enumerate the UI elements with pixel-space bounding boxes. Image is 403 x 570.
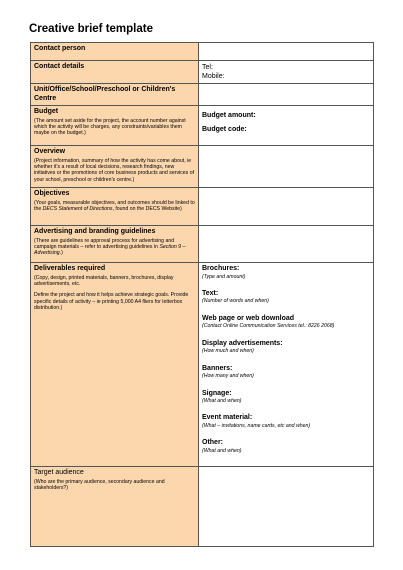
deliverable-label: Display advertisements: (202, 339, 283, 347)
objectives-label-cell (31, 188, 199, 226)
row-contact-person (31, 43, 374, 61)
advertising-note (34, 238, 195, 257)
budget-label-cell (31, 106, 199, 146)
deliverable-label: Brochures: (202, 265, 240, 272)
deliverable-item-display-ads (202, 340, 370, 355)
row-unit (31, 84, 374, 106)
contact-details-label: Contact details (34, 63, 85, 70)
advertising-value-cell[interactable] (199, 226, 374, 263)
row-advertising (31, 226, 374, 263)
target-audience-label-cell (31, 467, 199, 547)
objectives-note-text-a: (Your goals, measurable objectives, and outcomes should be linked to the (34, 199, 195, 212)
unit-value-cell[interactable] (199, 84, 374, 106)
budget-value-cell[interactable] (199, 106, 374, 146)
objectives-label: Objectives (34, 190, 70, 197)
deliverable-note: (Number of words and when) (202, 298, 269, 305)
deliverables-label: Deliverables required (34, 265, 106, 272)
deliverables-label-cell (31, 263, 199, 467)
deliverable-label: Signage: (202, 389, 232, 397)
target-audience-value-cell[interactable] (199, 467, 374, 547)
deliverables-note-2: Define the project and how it helps achieve strategic goals. Provide specific details of activity – ie printing 5,000 A4 fliers for letterbox distribution.) (34, 292, 189, 312)
budget-code-label: Budget code: (202, 125, 247, 133)
creative-brief-table (30, 42, 374, 547)
contact-person-label-cell (31, 43, 199, 61)
page-title: Creative brief template (29, 23, 153, 35)
unit-label: Unit/Office/School/Preschool or Children's Centre (34, 86, 176, 102)
advertising-note-text-b: .) (59, 250, 63, 257)
target-audience-note: (Who are the primary audience, secondary audience and stakeholders?) (34, 478, 165, 492)
deliverable-note: (Type and amount) (202, 273, 246, 280)
mobile-label: Mobile: (202, 73, 225, 80)
objectives-note-text-b: , found on the DECS Website) (112, 205, 182, 212)
advertising-label-cell (31, 226, 199, 263)
contact-person-value-cell[interactable] (199, 43, 374, 61)
deliverable-label: Text: (202, 289, 219, 297)
objectives-note-italic: DECS Statement of Directions (42, 205, 113, 212)
row-overview (31, 146, 374, 188)
overview-note: (Project information, summary of how the activity has come about, ie whether it's a result of local decisions, research findings, new initiatives or the promotions of core business products and services of your school, preschool or children's centre.) (34, 157, 195, 183)
contact-details-label-cell (31, 61, 199, 84)
objectives-note (34, 200, 195, 213)
row-budget (31, 106, 374, 146)
budget-note: (The amount set aside for the project, the account number against which the activity will be charges, any constraints/variables them maybe on the budget.) (34, 117, 186, 137)
deliverable-item-event-material (202, 414, 370, 429)
unit-label-cell (31, 84, 199, 106)
deliverable-label: Other: (202, 439, 223, 447)
row-target-audience (31, 467, 374, 547)
deliverable-item-banners (202, 365, 370, 380)
deliverable-note: (Contact Online Communication Services tel.: 8226 2068) (202, 323, 335, 330)
objectives-value-cell[interactable] (199, 188, 374, 226)
deliverable-item-signage (202, 390, 370, 405)
overview-value-cell[interactable] (199, 146, 374, 188)
row-contact-details (31, 61, 374, 84)
deliverable-note: (What and when) (202, 398, 242, 405)
overview-label: Overview (34, 148, 66, 155)
deliverable-note: (What and when) (202, 447, 242, 454)
contact-person-label: Contact person (34, 45, 86, 52)
deliverable-note: (What – invitations, name cards, etc and when) (202, 422, 311, 429)
deliverable-label: Banners: (202, 364, 233, 372)
tel-label: Tel: (202, 64, 213, 71)
advertising-note-text-a: (There are guidelines re approval process for advertising and campaign materials – refer to advertising guidelines in (34, 237, 175, 250)
target-audience-label: Target audience (34, 469, 84, 477)
deliverable-item-text (202, 290, 370, 305)
overview-label-cell (31, 146, 199, 188)
deliverable-label: Event material: (202, 414, 253, 422)
deliverable-note: (How many and when) (202, 373, 254, 380)
deliverable-item-web (202, 315, 370, 330)
contact-details-value-cell[interactable] (199, 61, 374, 84)
advertising-note-italic: Section 9 – Advertising (34, 243, 186, 257)
row-objectives (31, 188, 374, 226)
advertising-label: Advertising and branding guidelines (34, 228, 156, 235)
deliverable-note: (How much and when) (202, 348, 254, 355)
deliverable-item-brochures (202, 265, 370, 280)
deliverable-item-other (202, 439, 370, 454)
budget-amount-label: Budget amount: (202, 112, 256, 119)
deliverable-label: Web page or web download (202, 314, 295, 322)
deliverables-note-1: (Copy, design, printed materials, banners, brochures, display advertisements, etc. (34, 274, 174, 287)
row-deliverables (31, 263, 374, 467)
budget-label: Budget (34, 108, 59, 115)
deliverables-value-cell[interactable] (199, 263, 374, 467)
